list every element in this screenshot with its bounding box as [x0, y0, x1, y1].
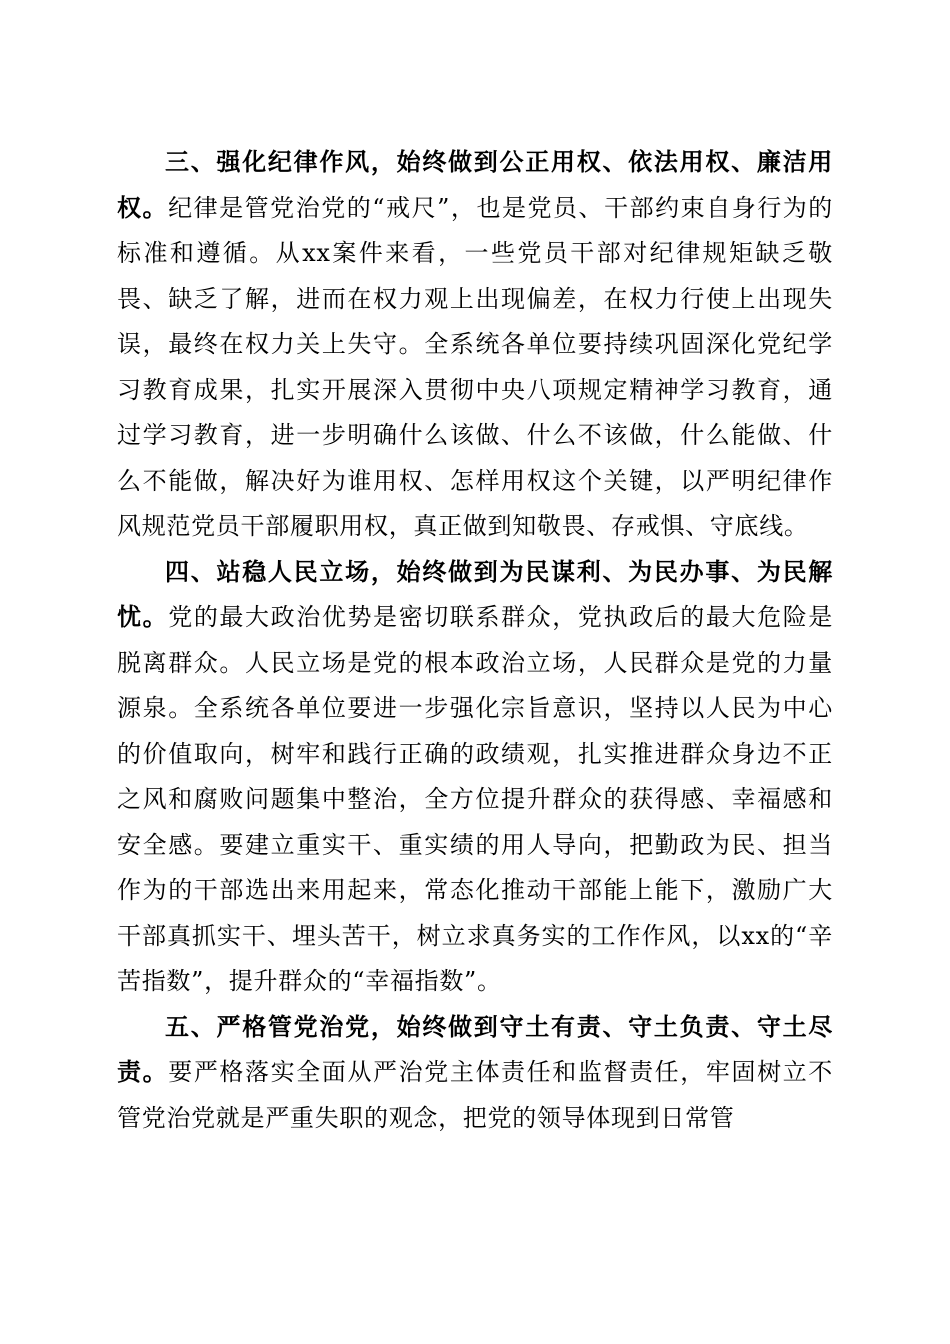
paragraph-people-stance — [117, 550, 833, 1005]
paragraph-heading: 四、站稳人民立场，始终做到为民谋利、为民办事、为民解忧。 — [117, 557, 833, 631]
paragraph-text: 党的最大政治优势是密切联系群众，党执政后的最大危险是脱离群众。人民立场是党的根本政治立场，人民群众是党的力量源泉。全系统各单位要进一步强化宗旨意识，坚持以人民为中心的价值取向，树牢和践行正确的政绩观，扎实推进群众身边不正之风和腐败问题集中整治，全方位提升群众的获得感、幸福感和安全感。要建立重实干、重实绩的用人导向，把勤政为民、担当作为的干部选出来用起来，常态化推动干部能上能下，激励广大干部真抓实干、埋头苦干，树立求真务实的工作作风，以xx的“辛苦指数”，提升群众的“幸福指数”。 — [117, 603, 834, 995]
paragraph-party-governance — [117, 1005, 833, 1142]
paragraph-discipline — [117, 140, 833, 550]
paragraph-text: 要严格落实全面从严治党主体责任和监督责任，牢固树立不管党治党就是严重失职的观念，把党的领导体现到日常管 — [117, 1058, 834, 1132]
paragraph-heading: 三、强化纪律作风，始终做到公正用权、依法用权、廉洁用权。 — [117, 148, 833, 222]
paragraph-heading: 五、严格管党治党，始终做到守土有责、守土负责、守土尽责。 — [117, 1012, 833, 1086]
paragraph-text: 纪律是管党治党的“戒尺”，也是党员、干部约束自身行为的标准和遵循。从xx案件来看，一些党员干部对纪律规矩缺乏敬畏、缺乏了解，进而在权力观上出现偏差，在权力行使上出现失误，最终在权力关上失守。全系统各单位要持续巩固深化党纪学习教育成果，扎实开展深入贯彻中央八项规定精神学习教育，通过学习教育，进一步明确什么该做、什么不该做，什么能做、什么不能做，解决好为谁用权、怎样用权这个关键，以严明纪律作风规范党员干部履职用权，真正做到知敬畏、存戒惧、守底线。 — [117, 193, 834, 540]
document-body — [117, 140, 833, 1141]
